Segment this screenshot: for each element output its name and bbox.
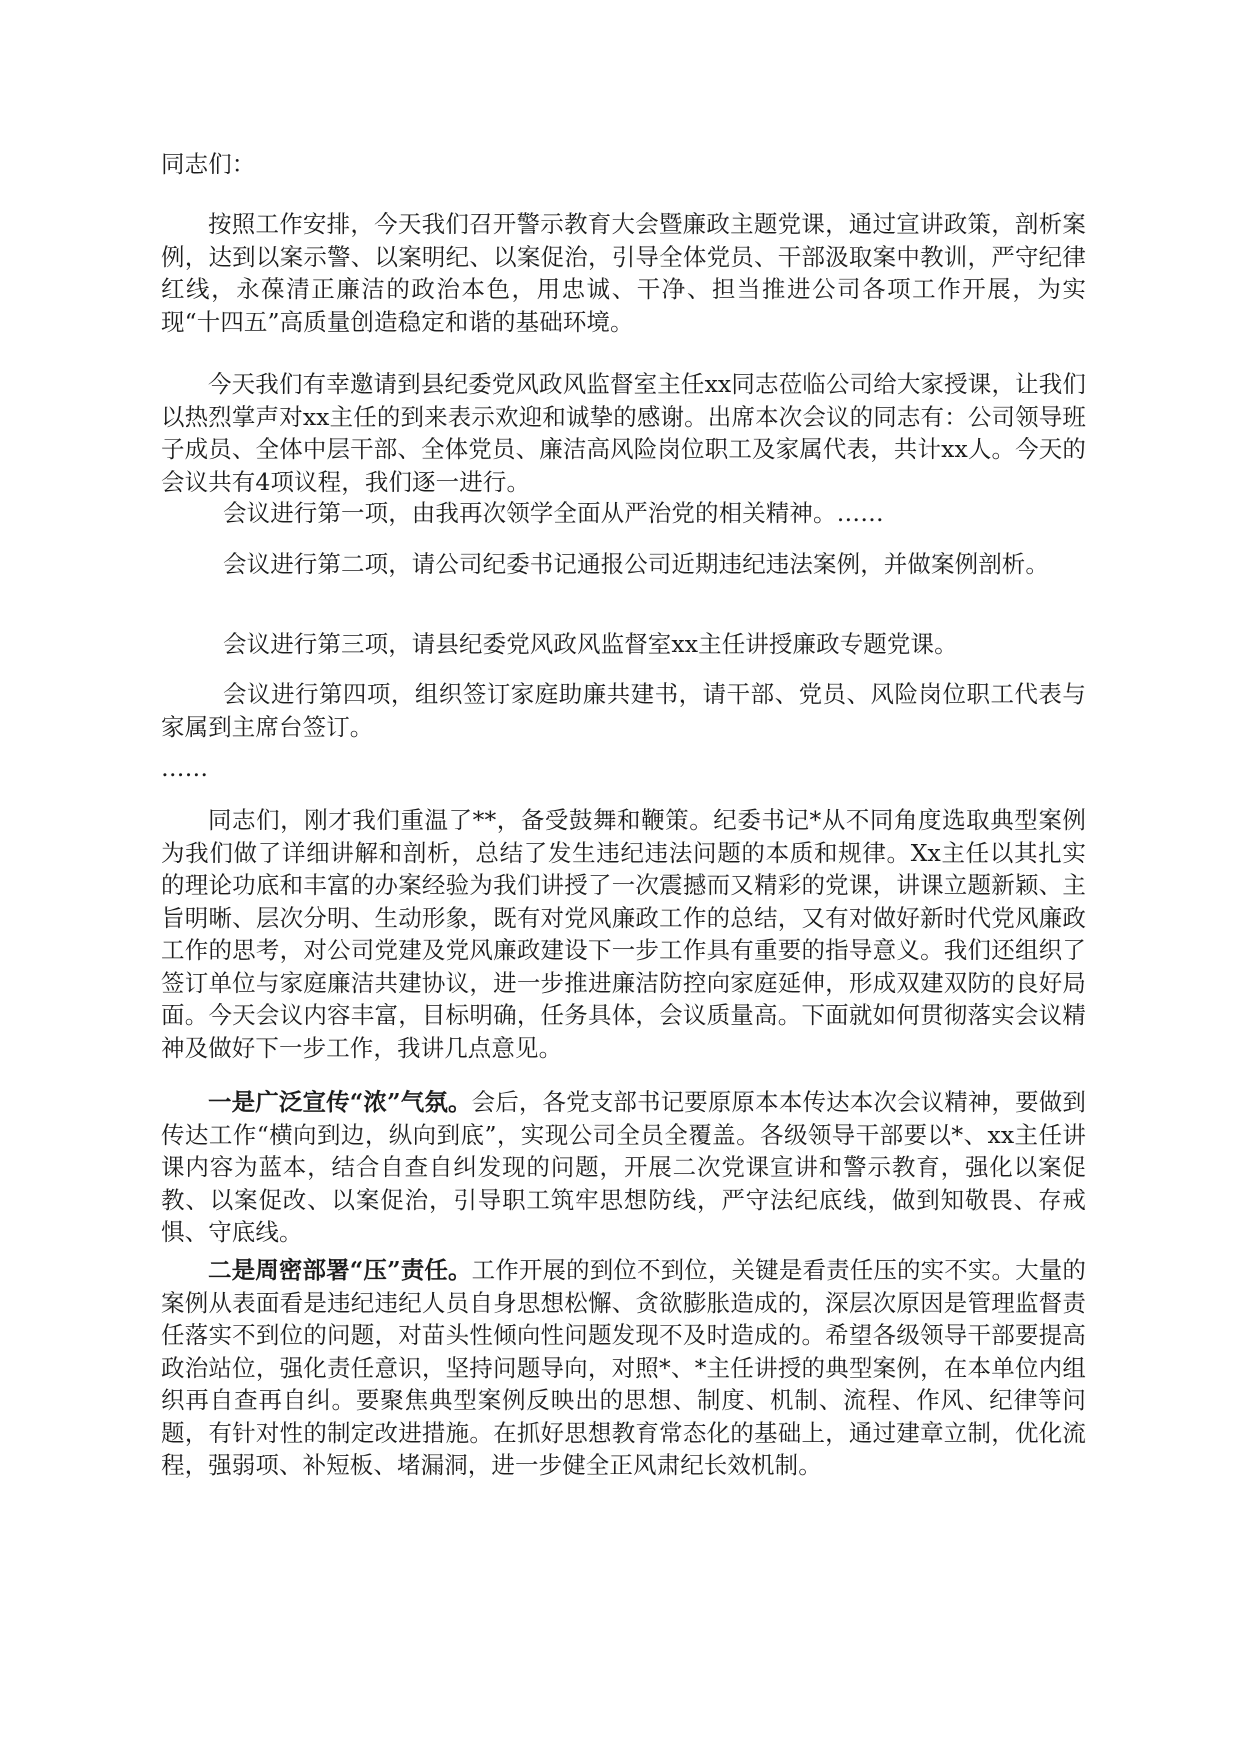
point-2-paragraph xyxy=(161,1254,1086,1482)
salutation: 同志们： xyxy=(161,150,256,178)
paragraph-guest-introduction: 今天我们有幸邀请到县纪委党风政风监督室主任xx同志莅临公司给大家授课，让我们以热烈掌声对xx主任的到来表示欢迎和诚挚的感谢。出席本次会议的同志有：公司领导班子成员、全体中层干部、全体党员、廉洁高风险岗位职工及家属代表，共计xx人。今天的会议共有4项议程，我们逐一进行。 xyxy=(161,370,1086,496)
paragraph-opening: 按照工作安排，今天我们召开警示教育大会暨廉政主题党课，通过宣讲政策，剖析案例，达到以案示警、以案明纪、以案促治，引导全体党员、干部汲取案中教训，严守纪律红线，永葆清正廉洁的政治本色，用忠诚、干净、担当推进公司各项工作开展，为实现“十四五”高质量创造稳定和谐的基础环境。 xyxy=(161,210,1086,336)
agenda-item-1: 会议进行第一项，由我再次领学全面从严治党的相关精神。…… xyxy=(223,499,884,527)
agenda-item-3: 会议进行第三项，请县纪委党风政风监督室xx主任讲授廉政专题党课。 xyxy=(223,630,958,658)
paragraph-summary: 同志们，刚才我们重温了**，备受鼓舞和鞭策。纪委书记*从不同角度选取典型案例为我们做了详细讲解和剖析，总结了发生违纪违法问题的本质和规律。Xx主任以其扎实的理论功底和丰富的办案经验为我们讲授了一次震撼而又精彩的党课，讲课立题新颖、主旨明晰、层次分明、生动形象，既有对党风廉政工作的总结，又有对做好新时代党风廉政工作的思考，对公司党建及党风廉政建设下一步工作具有重要的指导意义。我们还组织了签订单位与家庭廉洁共建协议，进一步推进廉洁防控向家庭延伸，形成双建双防的良好局面。今天会议内容丰富，目标明确，任务具体，会议质量高。下面就如何贯彻落实会议精神及做好下一步工作，我讲几点意见。 xyxy=(161,806,1086,1062)
point-1-heading: 一是广泛宣传“浓”气氛。 xyxy=(208,1088,472,1116)
agenda-item-4: 会议进行第四项，组织签订家庭助廉共建书，请干部、党员、风险岗位职工代表与家属到主席台签订。 xyxy=(161,680,1086,741)
point-1-paragraph xyxy=(161,1086,1086,1249)
point-2-heading: 二是周密部署“压”责任。 xyxy=(208,1256,472,1284)
ellipsis: …… xyxy=(161,754,209,782)
point-1-body: 会后，各党支部书记要原原本本传达本次会议精神，要做到传达工作“横向到边，纵向到底”，实现公司全员全覆盖。各级领导干部要以*、xx主任讲课内容为蓝本，结合自查自纠发现的问题，开展二次党课宣讲和警示教育，强化以案促教、以案促改、以案促治，引导职工筑牢思想防线，严守法纪底线，做到知敬畏、存戒惧、守底线。 xyxy=(161,1088,1086,1246)
point-2-body: 工作开展的到位不到位，关键是看责任压的实不实。大量的案例从表面看是违纪违纪人员自身思想松懈、贪欲膨胀造成的，深层次原因是管理监督责任落实不到位的问题，对苗头性倾向性问题发现不及时造成的。希望各级领导干部要提高政治站位，强化责任意识，坚持问题导向，对照*、*主任讲授的典型案例，在本单位内组织再自查再自纠。要聚焦典型案例反映出的思想、制度、机制、流程、作风、纪律等问题，有针对性的制定改进措施。在抓好思想教育常态化的基础上，通过建章立制，优化流程，强弱项、补短板、堵漏洞，进一步健全正风肃纪长效机制。 xyxy=(161,1256,1086,1479)
agenda-item-2: 会议进行第二项，请公司纪委书记通报公司近期违纪违法案例，并做案例剖析。 xyxy=(223,550,1049,578)
